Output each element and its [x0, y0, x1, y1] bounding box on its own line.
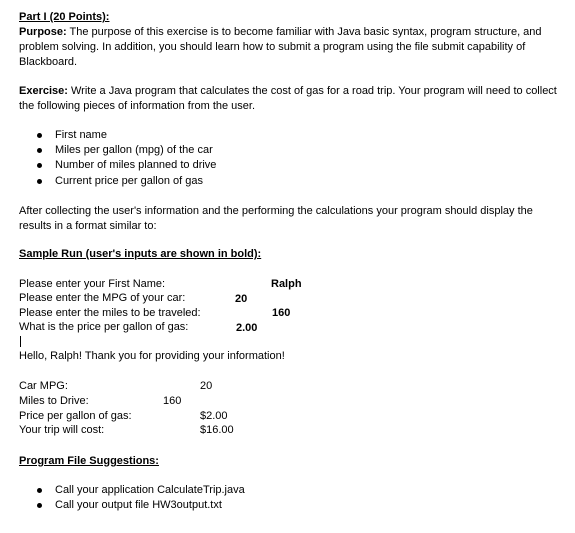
result-value: $16.00 — [200, 424, 234, 436]
list-item: Current price per gallon of gas — [55, 175, 203, 187]
greeting-line: Hello, Ralph! Thank you for providing your information! — [19, 350, 285, 362]
exercise-text: Write a Java program that calculates the cost of gas for a road trip. Your program will need to collect the following pieces of information from the user. — [19, 85, 557, 112]
bullet-icon — [37, 148, 42, 153]
sample-run-heading: Sample Run (user's inputs are shown in bold): — [19, 248, 262, 260]
prompt-value: 20 — [235, 293, 248, 305]
result-value: $2.00 — [200, 410, 228, 422]
bullet-icon — [37, 503, 42, 508]
exercise-paragraph — [19, 84, 564, 114]
result-label: Price per gallon of gas: — [19, 410, 132, 422]
prompt-label: What is the price per gallon of gas: — [19, 321, 189, 333]
purpose-label: Purpose: — [19, 26, 67, 38]
prompt-value: 160 — [272, 307, 291, 319]
result-label: Car MPG: — [19, 380, 68, 392]
result-value: 160 — [163, 395, 182, 407]
result-label: Your trip will cost: — [19, 424, 105, 436]
prompt-value: 2.00 — [236, 322, 258, 334]
part-title: Part I (20 Points): — [19, 11, 110, 23]
prompt-label: Please enter your First Name: — [19, 278, 166, 290]
list-item: Call your application CalculateTrip.java — [55, 484, 245, 496]
suggestions-heading: Program File Suggestions: — [19, 455, 159, 467]
list-item: Number of miles planned to drive — [55, 159, 217, 171]
bullet-icon — [37, 488, 42, 493]
list-item: First name — [55, 129, 107, 141]
bullet-icon — [37, 133, 42, 138]
bullet-icon — [37, 163, 42, 168]
prompt-value: Ralph — [271, 278, 302, 290]
prompt-label: Please enter the miles to be traveled: — [19, 307, 201, 319]
purpose-paragraph — [19, 25, 554, 70]
result-value: 20 — [200, 380, 213, 392]
list-item: Call your output file HW3output.txt — [55, 499, 222, 511]
result-label: Miles to Drive: — [19, 395, 89, 407]
text-cursor — [20, 336, 21, 347]
exercise-label: Exercise: — [19, 85, 68, 97]
purpose-text: The purpose of this exercise is to become familiar with Java basic syntax, program structure, and problem solving. In addition, you should learn how to submit a program using the file submit capability of Blackboard. — [19, 26, 542, 68]
after-paragraph: After collecting the user's information and the performing the calculations your program should display the results in a format similar to: — [19, 205, 533, 232]
prompt-label: Please enter the MPG of your car: — [19, 292, 186, 304]
list-item: Miles per gallon (mpg) of the car — [55, 144, 213, 156]
bullet-icon — [37, 179, 42, 184]
